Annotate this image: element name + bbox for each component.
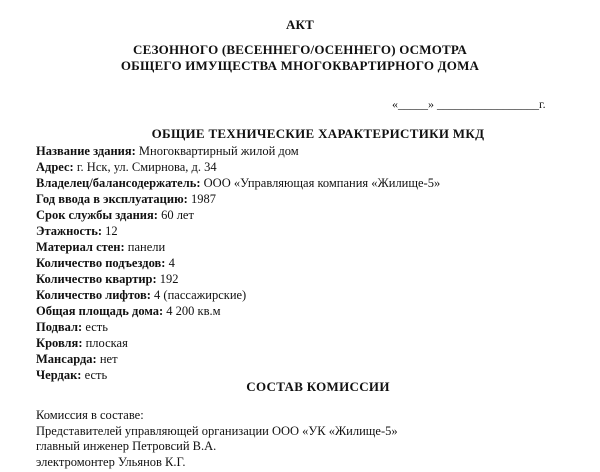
- commission-member-1: главный инженер Петровсий В.А.: [36, 439, 217, 454]
- row-basement: [36, 319, 440, 335]
- label: Название здания:: [36, 144, 136, 158]
- commission-representatives: Представителей управляющей организации ООО «УК «Жилище-5»: [36, 423, 398, 438]
- label: Владелец/балансодержатель:: [36, 176, 201, 190]
- label: Количество квартир:: [36, 272, 157, 286]
- commission-intro: Комиссия в составе:: [36, 408, 144, 422]
- row-mansard: [36, 351, 440, 367]
- value: г. Нск, ул. Смирнова, д. 34: [73, 160, 217, 174]
- value: 4 200 кв.м: [163, 304, 221, 318]
- row-owner: [36, 175, 440, 191]
- row-address: [36, 159, 440, 175]
- commission-block: [36, 408, 398, 471]
- label: Мансарда:: [36, 352, 97, 366]
- row-year: [36, 191, 440, 207]
- commission-member-2: электромонтер Ульянов К.Г.: [36, 455, 186, 470]
- characteristics-list: [36, 143, 440, 383]
- value: ООО «Управляющая компания «Жилище-5»: [200, 176, 441, 190]
- value: 1987: [187, 192, 216, 206]
- row-total-area: [36, 303, 440, 319]
- act-title: АКТ: [285, 17, 315, 32]
- value: 4: [165, 256, 175, 270]
- row-roof: [36, 335, 440, 351]
- label: Адрес:: [36, 160, 74, 174]
- row-wall-material: [36, 239, 440, 255]
- date-field: «_____» _________________г.: [392, 97, 546, 111]
- value: нет: [96, 352, 118, 366]
- label: Количество лифтов:: [36, 288, 151, 302]
- label: Чердак:: [36, 368, 82, 382]
- row-floors: [36, 223, 440, 239]
- row-entrances: [36, 255, 440, 271]
- label: Количество подъездов:: [36, 256, 166, 270]
- value: 60 лет: [157, 208, 194, 222]
- value: панели: [124, 240, 166, 254]
- label: Общая площадь дома:: [36, 304, 164, 318]
- value: 4 (пассажирские): [150, 288, 247, 302]
- value: плоская: [82, 336, 128, 350]
- section-title-commission: СОСТАВ КОМИССИИ: [246, 379, 390, 394]
- label: Материал стен:: [36, 240, 125, 254]
- label: Срок службы здания:: [36, 208, 158, 222]
- row-elevators: [36, 287, 440, 303]
- act-subtitle-line1: СЕЗОННОГО (ВЕСЕННЕГО/ОСЕННЕГО) ОСМОТРА: [133, 42, 467, 57]
- label: Год ввода в эксплуатацию:: [36, 192, 188, 206]
- row-apartments: [36, 271, 440, 287]
- row-building-name: [36, 143, 440, 159]
- value: 192: [156, 272, 179, 286]
- section-title-characteristics: ОБЩИЕ ТЕХНИЧЕСКИЕ ХАРАКТЕРИСТИКИ МКД: [151, 126, 485, 141]
- label: Кровля:: [36, 336, 83, 350]
- act-subtitle-line2: ОБЩЕГО ИМУЩЕСТВА МНОГОКВАРТИРНОГО ДОМА: [120, 58, 480, 73]
- value: есть: [82, 320, 108, 334]
- value: Многоквартирный жилой дом: [135, 144, 299, 158]
- value: 12: [102, 224, 118, 238]
- value: есть: [81, 368, 108, 382]
- row-service-life: [36, 207, 440, 223]
- label: Этажность:: [36, 224, 102, 238]
- label: Подвал:: [36, 320, 83, 334]
